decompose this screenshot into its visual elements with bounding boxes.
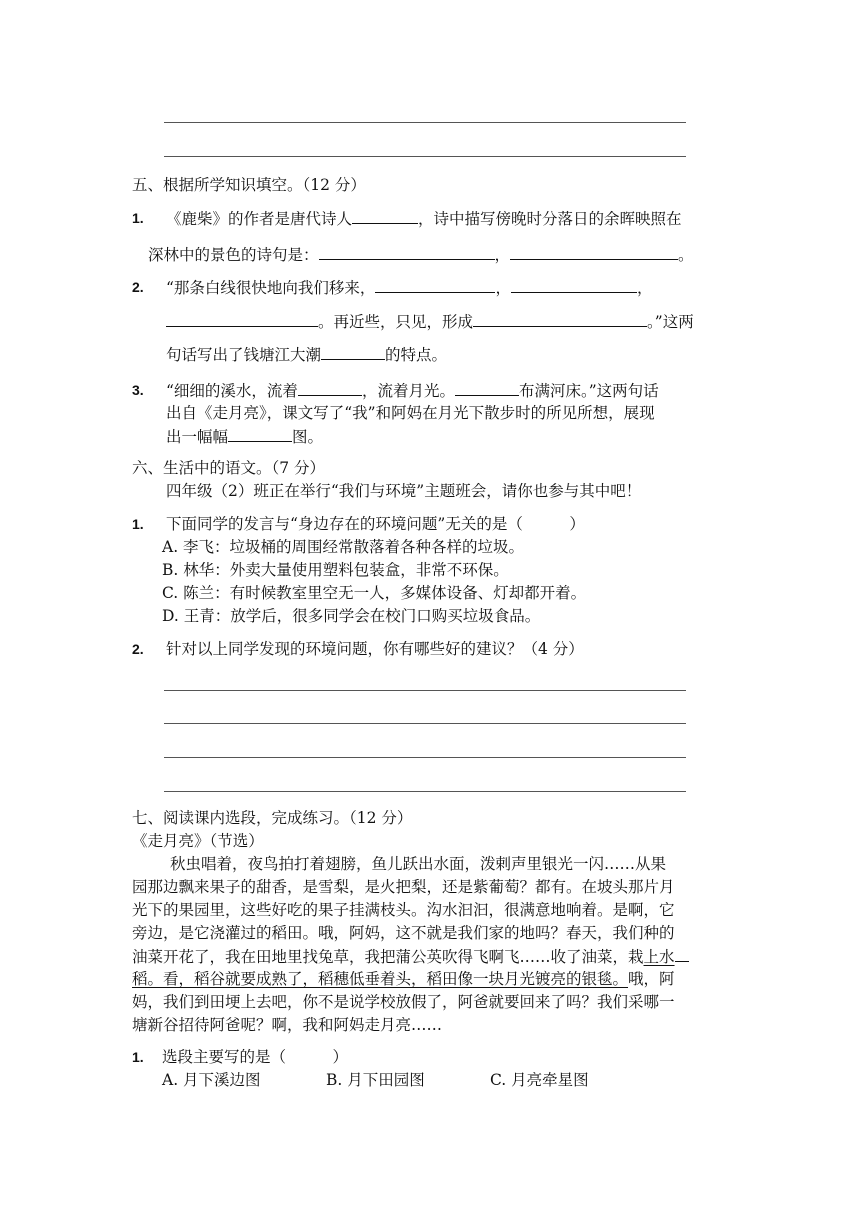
answer-line — [164, 122, 686, 123]
passage-line: 妈，我们到田埂上去吧，你不是说学校放假了，阿爸就要回来了吗？我们采哪一 — [132, 993, 675, 1011]
question-text: 针对以上同学发现的环境问题，你有哪些好的建议？（4 分） — [166, 640, 584, 658]
underline-tail — [675, 946, 689, 962]
option-d[interactable]: D. 王青：放学后，很多同学会在校门口购买垃圾食品。 — [162, 607, 541, 625]
blank[interactable] — [298, 380, 362, 396]
question-number: 2. — [132, 279, 144, 295]
section7-heading: 七、阅读课内选段，完成练习。（12 分） — [132, 809, 413, 827]
blank[interactable] — [321, 344, 385, 360]
question-text: 选段主要写的是（ ） — [162, 1048, 349, 1066]
question-text: 出自《走月亮》，课文写了“我”和阿妈在月光下散步时的所见所想，展现 — [166, 404, 655, 422]
blank[interactable] — [455, 380, 519, 396]
blank[interactable] — [473, 311, 647, 327]
question-text: 深林中的景色的诗句是： ， 。 — [148, 246, 694, 264]
section6-heading: 六、生活中的语文。（7 分） — [132, 459, 326, 477]
question-text: “那条白线很快地向我们移来， ， ， — [166, 279, 653, 297]
blank[interactable] — [511, 277, 637, 293]
blank[interactable] — [319, 244, 495, 260]
underlined-sentence: 稻。看，稻谷就要成熟了，稻穗低垂着头，稻田像一块月光镀亮的银毯。 — [132, 970, 629, 988]
option-b[interactable]: B. 林华：外卖大量使用塑料包装盒，非常不环保。 — [162, 561, 509, 579]
passage-line: 光下的果园里，这些好吃的果子挂满枝头。沟水汩汩，很满意地响着。是啊，它 — [132, 901, 675, 919]
question-number: 1. — [132, 516, 144, 532]
blank[interactable] — [510, 244, 678, 260]
blank[interactable] — [352, 208, 418, 224]
option-a[interactable]: A. 李飞：垃圾桶的周围经常散落着各种各样的垃圾。 — [162, 538, 525, 556]
blank[interactable] — [228, 426, 292, 442]
question-text: 下面同学的发言与“身边存在的环境问题”无关的是（ ） — [166, 515, 585, 533]
answer-line[interactable] — [164, 791, 686, 792]
section5-heading: 五、根据所学知识填空。（12 分） — [132, 176, 366, 194]
section6-intro: 四年级（2）班正在举行“我们与环境”主题班会，请你也参与其中吧！ — [166, 482, 642, 500]
question-number: 3. — [132, 382, 144, 398]
answer-line — [164, 156, 686, 157]
question-number: 1. — [132, 210, 144, 226]
answer-line[interactable] — [164, 757, 686, 758]
option-c[interactable]: C. 月亮牵星图 — [490, 1071, 589, 1089]
underlined-sentence: 上水 — [643, 948, 675, 966]
passage-line: 塘新谷招待阿爸呢？啊，我和阿妈走月亮…… — [132, 1016, 443, 1034]
question-number: 2. — [132, 641, 144, 657]
question-text: 句话写出了钱塘江大潮 的特点。 — [166, 346, 448, 364]
passage-line: 旁边，是它浇灌过的稻田。哦，阿妈，这不就是我们家的地吗？春天，我们种的 — [132, 924, 675, 942]
question-text: 出一幅幅 图。 — [166, 428, 324, 446]
question-text: “细细的溪水，流着 ，流着月光。 布满河床。”这两句话 — [166, 382, 659, 400]
passage-title: 《走月亮》（节选） — [132, 832, 264, 850]
question-text: 。再近些，只见，形成 。”这两 — [166, 311, 694, 332]
question-text: 《鹿柴》的作者是唐代诗人 ，诗中描写傍晚时分落日的余晖映照在 — [166, 210, 682, 228]
blank[interactable] — [375, 277, 495, 293]
passage-line: 园那边飘来果子的甜香，是雪梨，是火把梨，还是紫葡萄？都有。在坡头那片月 — [132, 878, 675, 896]
question-number: 1. — [132, 1049, 144, 1065]
answer-line[interactable] — [164, 690, 686, 691]
option-a[interactable]: A. 月下溪边图 — [162, 1071, 261, 1089]
option-c[interactable]: C. 陈兰：有时候教室里空无一人，多媒体设备、灯却都开着。 — [162, 584, 587, 602]
passage-line: 油菜开花了，我在田地里找兔草，我把蒲公英吹得飞啊飞……收了油菜，栽上水 — [132, 946, 689, 967]
answer-line[interactable] — [164, 723, 686, 724]
blank[interactable] — [166, 311, 318, 327]
option-b[interactable]: B. 月下田园图 — [326, 1071, 425, 1089]
passage-line: 秋虫唱着，夜鸟拍打着翅膀，鱼儿跃出水面，泼剌声里银光一闪……从果 — [170, 855, 667, 873]
passage-line: 稻。看，稻谷就要成熟了，稻穗低垂着头，稻田像一块月光镀亮的银毯。哦，阿 — [132, 970, 675, 988]
